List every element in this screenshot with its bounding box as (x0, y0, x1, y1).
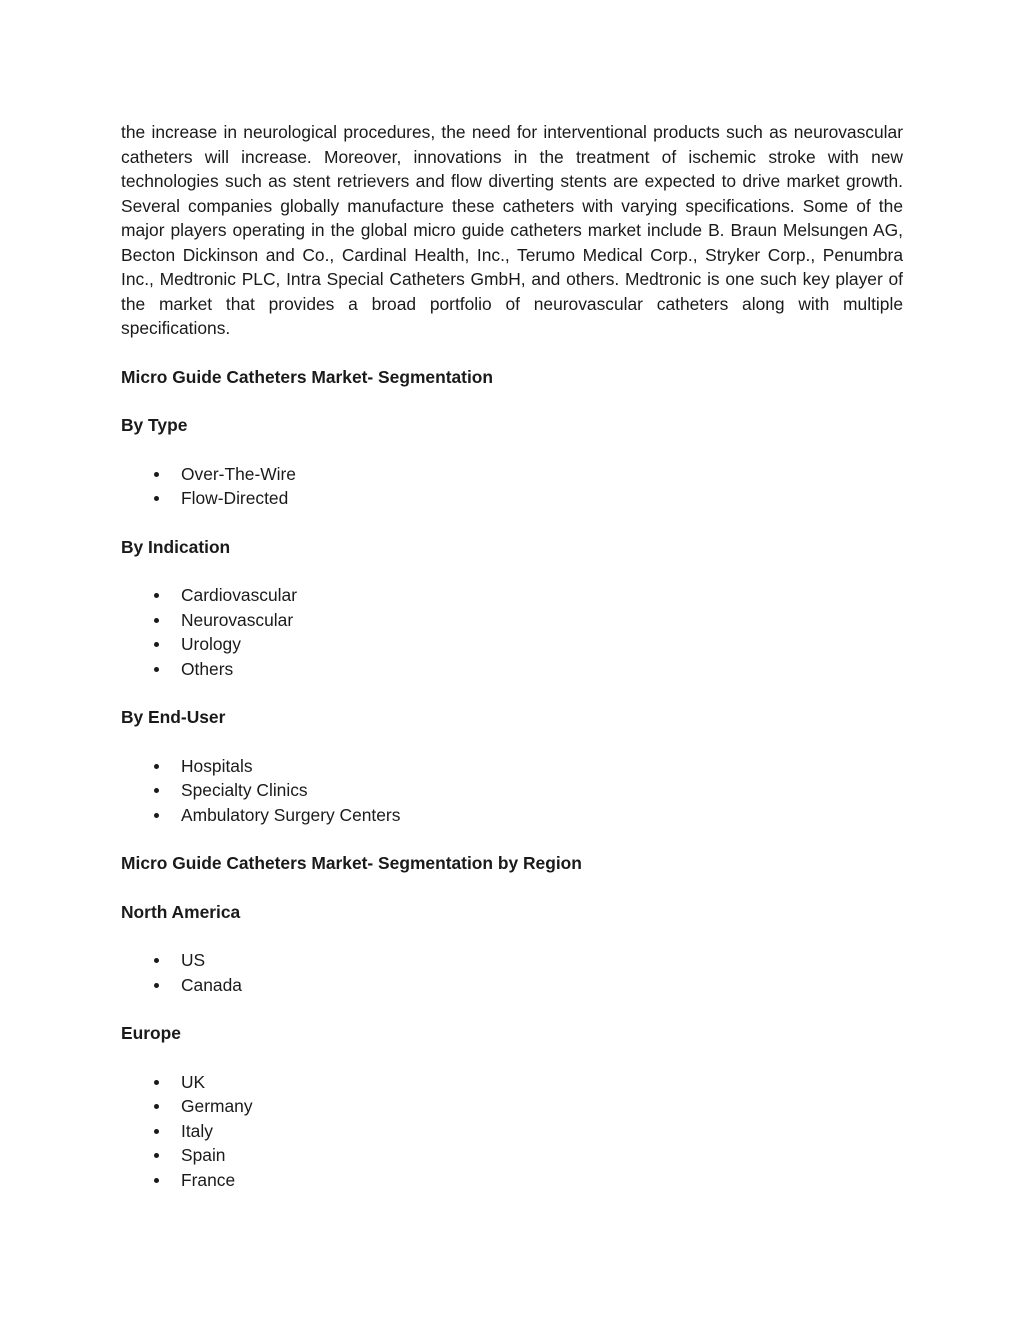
by-type-heading: By Type (121, 415, 188, 435)
bullet-icon (154, 1129, 159, 1134)
list-item-label: Over-The-Wire (181, 463, 296, 484)
list-item (121, 1070, 903, 1095)
north-america-list (121, 948, 903, 997)
by-indication-heading: By Indication (121, 536, 231, 557)
list-item (121, 1094, 903, 1119)
bullet-icon (154, 642, 159, 647)
list-item (121, 1168, 903, 1193)
list-item (121, 608, 903, 633)
list-item (121, 486, 903, 511)
list-item-label: Germany (181, 1096, 253, 1116)
list-item-label: Ambulatory Surgery Centers (181, 804, 401, 825)
list-item-label: Urology (181, 634, 241, 654)
bullet-icon (154, 958, 159, 963)
list-item (121, 462, 903, 487)
bullet-icon (154, 1153, 159, 1158)
list-item (121, 583, 903, 608)
north-america-heading: North America (121, 901, 241, 922)
list-item-label: Others (181, 658, 234, 679)
list-item (121, 803, 903, 828)
segmentation-title: Micro Guide Catheters Market- Segmentation (121, 366, 494, 387)
list-item-label: US (181, 950, 206, 970)
by-type-list (121, 462, 903, 511)
bullet-icon (154, 983, 159, 988)
list-item-label: France (181, 1169, 236, 1190)
bullet-icon (154, 667, 159, 672)
list-item-label: Specialty Clinics (181, 780, 308, 800)
list-item (121, 657, 903, 682)
list-item (121, 1143, 903, 1168)
bullet-icon (154, 496, 159, 501)
list-item (121, 754, 903, 779)
by-indication-list (121, 583, 903, 681)
bullet-icon (154, 764, 159, 769)
bullet-icon (154, 472, 159, 477)
list-item-label: Hospitals (181, 755, 253, 776)
by-end-user-heading: By End-User (121, 707, 226, 727)
region-title: Micro Guide Catheters Market- Segmentation by Region (121, 853, 582, 873)
list-item-label: Spain (181, 1145, 226, 1165)
list-item-label: Italy (181, 1120, 213, 1141)
europe-heading: Europe (121, 1023, 181, 1043)
list-item-label: UK (181, 1071, 206, 1092)
intro-paragraph: the increase in neurological procedures, the need for interventional products such as neurovascular catheters will increase. Moreover, innovations in the treatment of ischemic stroke with new technologies such as stent retrievers and flow diverting stents are expected to drive market growth. Several companies globally manufacture these catheters with varying specifications. Some of the major players operating in the global micro guide catheters market include B. Braun Melsungen AG, Becton Dickinson and Co., Cardinal Health, Inc., Terumo Medical Corp., Stryker Corp., Penumbra Inc., Medtronic PLC, Intra Special Catheters GmbH, and others. Medtronic is one such key player of the market that provides a broad portfolio of neurovascular catheters along with multiple specifications. (121, 122, 903, 338)
list-item (121, 973, 903, 998)
list-item (121, 632, 903, 657)
bullet-icon (154, 618, 159, 623)
bullet-icon (154, 1178, 159, 1183)
list-item (121, 948, 903, 973)
bullet-icon (154, 788, 159, 793)
bullet-icon (154, 593, 159, 598)
bullet-icon (154, 1104, 159, 1109)
europe-list (121, 1070, 903, 1193)
list-item-label: Canada (181, 974, 242, 995)
list-item-label: Neurovascular (181, 609, 294, 630)
list-item (121, 778, 903, 803)
list-item-label: Cardiovascular (181, 585, 297, 605)
by-end-user-list (121, 754, 903, 828)
list-item (121, 1119, 903, 1144)
bullet-icon (154, 1080, 159, 1085)
document-page (121, 120, 903, 1192)
list-item-label: Flow-Directed (181, 488, 289, 508)
bullet-icon (154, 813, 159, 818)
